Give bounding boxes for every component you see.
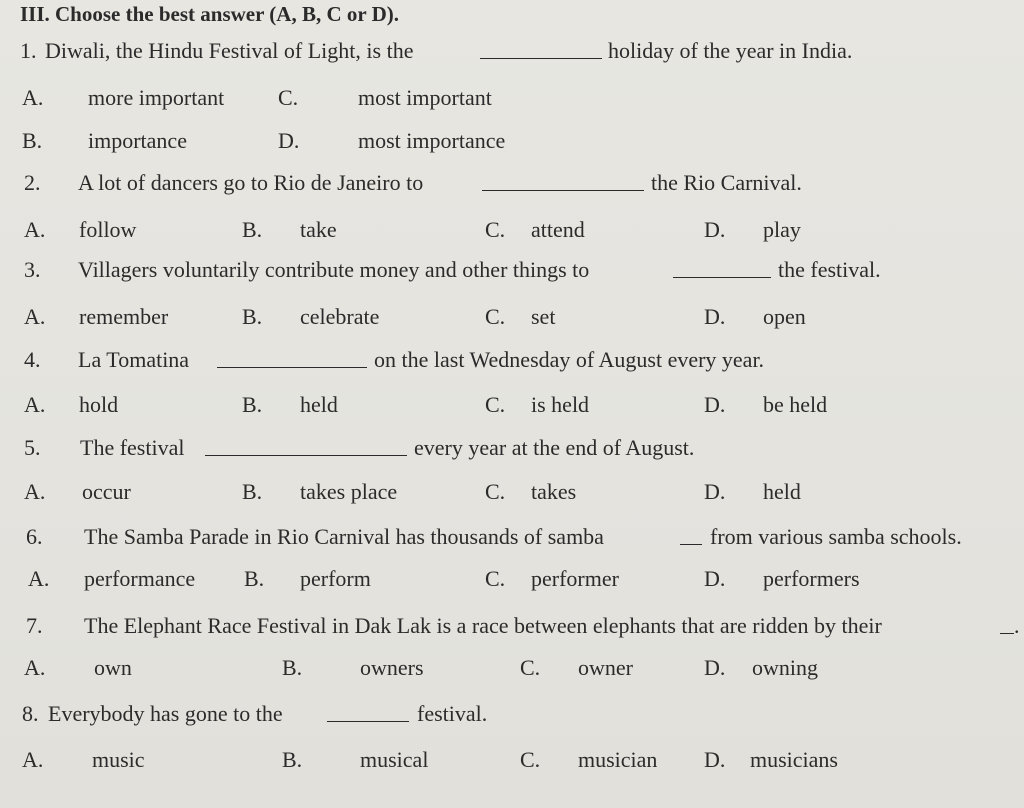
option-letter: A. [22,747,44,772]
question-number: 2. [24,170,41,195]
option-text: performers [763,566,860,591]
option-text: performance [84,566,196,591]
question-stem-after: the festival. [778,257,881,282]
option-text: held [763,479,801,504]
option-letter: C. [520,655,541,680]
options-row-6 [0,559,1024,599]
option-text: perform [300,566,371,591]
option-text: set [531,304,556,329]
question-3 [0,250,1024,290]
option-letter: B. [242,304,263,329]
option-letter: C. [485,566,506,591]
option-text: play [763,217,801,242]
option-text: remember [79,304,169,329]
question-stem-after: . [1014,613,1020,638]
option-text: takes [531,479,577,504]
options-row-2 [0,210,1024,250]
option-letter: D. [704,747,726,772]
question-stem-before: Villagers voluntarily contribute money and other things to [78,257,590,282]
question-stem-after: from various samba schools. [710,524,962,549]
option-text: celebrate [300,304,380,329]
option-text: owners [360,655,424,680]
answer-blank [680,517,702,545]
option-text: most importance [358,128,506,153]
option-letter: C. [485,304,506,329]
options-row-1a [0,78,1024,118]
option-text: takes place [300,479,398,504]
options-row-7 [0,648,1024,688]
question-6 [0,517,1024,557]
question-4 [0,340,1024,380]
options-row-1b [0,121,1024,161]
option-letter: D. [704,566,726,591]
question-stem-after: holiday of the year in India. [608,38,853,63]
question-stem-after: on the last Wednesday of August every year. [374,347,765,372]
option-letter: A. [24,479,46,504]
answer-blank [673,250,771,278]
question-number: 4. [24,347,41,372]
option-text: music [92,747,145,772]
option-text: occur [82,479,131,504]
option-letter: A. [22,85,44,110]
option-letter: C. [278,85,299,110]
option-letter: C. [485,217,506,242]
options-row-3 [0,297,1024,337]
option-letter: B. [242,217,263,242]
option-letter: C. [520,747,541,772]
question-number: 3. [24,257,41,282]
question-stem-before: Diwali, the Hindu Festival of Light, is the [45,38,414,63]
question-5 [0,428,1024,468]
option-text: attend [531,217,585,242]
options-row-8 [0,740,1024,780]
option-letter: D. [704,217,726,242]
option-text: own [94,655,132,680]
option-letter: C. [485,392,506,417]
answer-blank [327,694,409,722]
answer-blank [205,428,407,456]
option-letter: A. [28,566,50,591]
question-number: 6. [26,524,43,549]
question-stem-before: The festival [80,435,185,460]
option-text: owner [578,655,633,680]
question-stem-after: the Rio Carnival. [651,170,802,195]
option-text: be held [763,392,828,417]
option-text: follow [79,217,137,242]
option-letter: D. [704,655,726,680]
option-text: performer [531,566,619,591]
option-text: take [300,217,337,242]
option-text: hold [79,392,119,417]
option-letter: A. [24,217,46,242]
option-text: musicians [750,747,838,772]
options-row-4 [0,385,1024,425]
option-letter: B. [242,479,263,504]
options-row-5 [0,472,1024,512]
option-text: most important [358,85,492,110]
answer-blank [482,163,644,191]
option-letter: B. [282,747,303,772]
question-8 [0,694,1024,734]
option-text: importance [88,128,187,153]
question-number: 1. [20,38,37,63]
option-text: musical [360,747,429,772]
option-letter: B. [22,128,43,153]
section-title-line [0,0,1024,34]
answer-blank [480,31,602,59]
question-stem-before: The Elephant Race Festival in Dak Lak is a race between elephants that are ridden by their [84,613,882,638]
option-letter: D. [704,392,726,417]
option-letter: A. [24,304,46,329]
question-stem-before: La Tomatina [78,347,190,372]
option-letter: B. [282,655,303,680]
option-letter: D. [278,128,300,153]
option-text: more important [88,85,225,110]
question-stem-after: festival. [417,701,488,726]
option-text: musician [578,747,658,772]
section-title: III. Choose the best answer (A, B, C or D). [20,2,399,26]
question-7 [0,606,1024,646]
question-stem-before: The Samba Parade in Rio Carnival has thousands of samba [84,524,604,549]
question-number: 5. [24,435,41,460]
option-letter: B. [244,566,265,591]
question-stem-before: Everybody has gone to the [48,701,283,726]
option-text: open [763,304,806,329]
question-2 [0,163,1024,203]
option-letter: D. [704,304,726,329]
option-text: is held [531,392,590,417]
answer-blank [217,340,367,368]
answer-blank [1000,606,1014,634]
question-number: 7. [26,613,43,638]
question-1 [0,31,1024,71]
option-letter: A. [24,392,46,417]
option-letter: D. [704,479,726,504]
option-letter: A. [24,655,46,680]
question-stem-after: every year at the end of August. [414,435,695,460]
option-letter: C. [485,479,506,504]
option-text: owning [752,655,818,680]
option-text: held [300,392,338,417]
question-stem-before: A lot of dancers go to Rio de Janeiro to [78,170,424,195]
question-number: 8. [22,701,39,726]
option-letter: B. [242,392,263,417]
